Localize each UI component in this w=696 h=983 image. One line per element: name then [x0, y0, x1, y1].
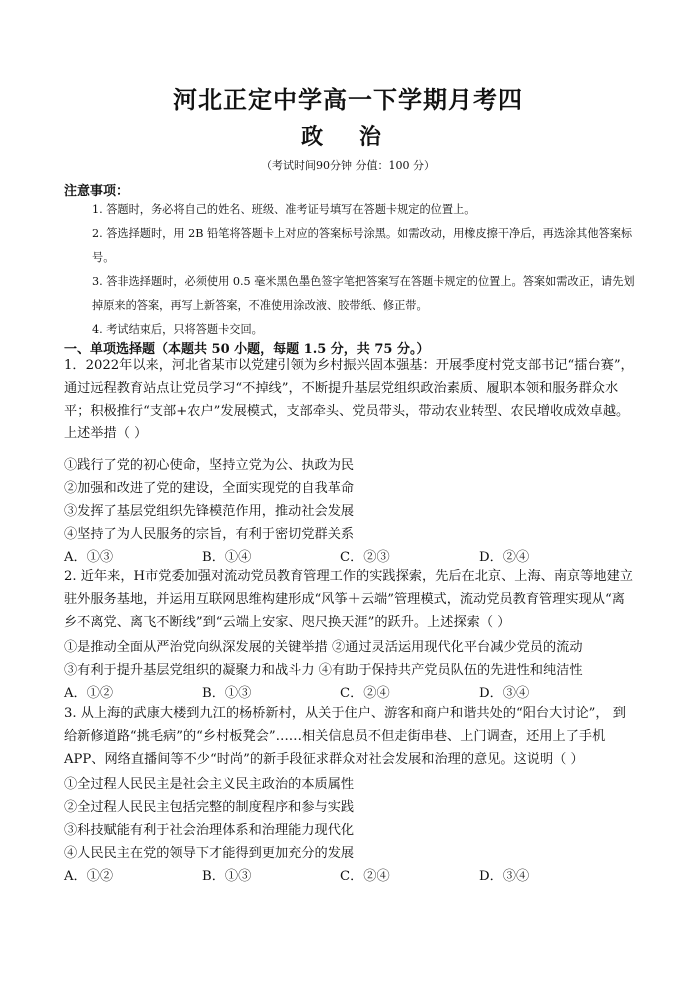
question-2-statement: ③有利于提升基层党组织的凝聚力和战斗力 ④有助于保持共产党员队伍的先进性和纯洁性 — [64, 663, 583, 678]
question-1-statement: ④坚持了为人民服务的宗旨，有利于密切党群关系 — [64, 527, 355, 542]
question-3-statement: ④人民民主在党的领导下才能得到更加充分的发展 — [64, 846, 355, 861]
question-3-option-a[interactable]: A．①② — [64, 869, 114, 884]
question-1-option-a[interactable]: A．①③ — [64, 550, 114, 565]
question-2-option-c[interactable]: C．②④ — [340, 686, 390, 701]
note-item: 1. 答题时，务必将自己的姓名、班级、准考证号填写在答题卡规定的位置上。 — [92, 203, 476, 216]
question-3-statement: ①全过程人民民主是社会主义民主政治的本质属性 — [64, 777, 355, 792]
exam-subject: 政 治 — [301, 124, 395, 150]
question-1-statement: ②加强和改进了党的建设，全面实现党的自我革命 — [64, 481, 355, 496]
question-2-option-d[interactable]: D．③④ — [479, 686, 530, 701]
note-item: 4. 考试结束后，只将答题卡交回。 — [92, 323, 263, 336]
note-item: 3. 答非选择题时，必须使用 0.5 毫米黑色墨色签字笔把答案写在答题卡规定的位置上。答案如需改正，请先划掉原来的答案，再写上新答案，不准使用涂改液、胶带纸、修正带。 — [92, 275, 635, 312]
exam-info: （考试时间90分钟 分值：100 分） — [261, 159, 435, 172]
question-1-option-d[interactable]: D．②④ — [479, 550, 530, 565]
question-3-statement: ③科技赋能有利于社会治理体系和治理能力现代化 — [64, 823, 355, 838]
question-3-stem: 3. 从上海的武康大楼到九江的杨桥新村，从关于住户、游客和商户和谐共处的“阳台大讨论”， 到给新修道路“挑毛病”的“乡村板凳会”……相关信息员不但走街串巷、上门调查，还用上了手机APP、网络直播间等不少“时尚”的新手段征求群众对社会发展和治理的意见。这说明（ ） — [64, 706, 626, 767]
question-1-option-b[interactable]: B．①④ — [202, 550, 252, 565]
question-2-statement: ①是推动全面从严治党向纵深发展的关键举措 ②通过灵活运用现代化平台减少党员的流动 — [64, 640, 583, 655]
section-heading: 一、单项选择题（本题共 50 小题，每题 1.5 分，共 75 分。） — [64, 342, 430, 357]
question-3-option-b[interactable]: B．①③ — [202, 869, 252, 884]
question-3-option-c[interactable]: C．②④ — [340, 869, 390, 884]
question-2-option-a[interactable]: A．①② — [64, 686, 114, 701]
exam-title: 河北正定中学高一下学期月考四 — [173, 85, 523, 114]
question-3-option-d[interactable]: D．③④ — [479, 869, 530, 884]
question-1-statement: ①践行了党的初心使命，坚持立党为公、执政为民 — [64, 458, 355, 473]
question-2-option-b[interactable]: B．①③ — [202, 686, 252, 701]
question-1-stem: 1．2022年以来，河北省某市以党建引领为乡村振兴固本强基：开展季度村党支部书记“擂台赛”，通过远程教育站点让党员学习“不掉线”，不断提升基层党组织政治素质、履职本领和服务群众水平；积极推行“支部+农户”发展模式，支部牵头、党员带头，带动农业转型、农民增收成效卓越。上述举措（ ） — [64, 358, 634, 442]
note-item: 2. 答选择题时，用 2B 铅笔将答题卡上对应的答案标号涂黑。如需改动，用橡皮擦干净后，再选涂其他答案标号。 — [92, 227, 633, 264]
question-3-statement: ②全过程人民民主包括完整的制度程序和参与实践 — [64, 800, 355, 815]
question-1-option-c[interactable]: C．②③ — [340, 550, 390, 565]
question-1-statement: ③发挥了基层党组织先锋模范作用，推动社会发展 — [64, 504, 355, 519]
notes-heading: 注意事项： — [64, 184, 130, 199]
question-2-stem: 2. 近年来，H市党委加强对流动党员教育管理工作的实践探索，先后在北京、上海、南京等地建立驻外服务基地，并运用互联网思维构建形成“风筝＋云端”管理模式，流动党员教育管理实现从“离乡不离党、离飞不断线”到“云端上安家、咫尺换天涯”的跃升。上述探索（ ） — [64, 569, 633, 630]
